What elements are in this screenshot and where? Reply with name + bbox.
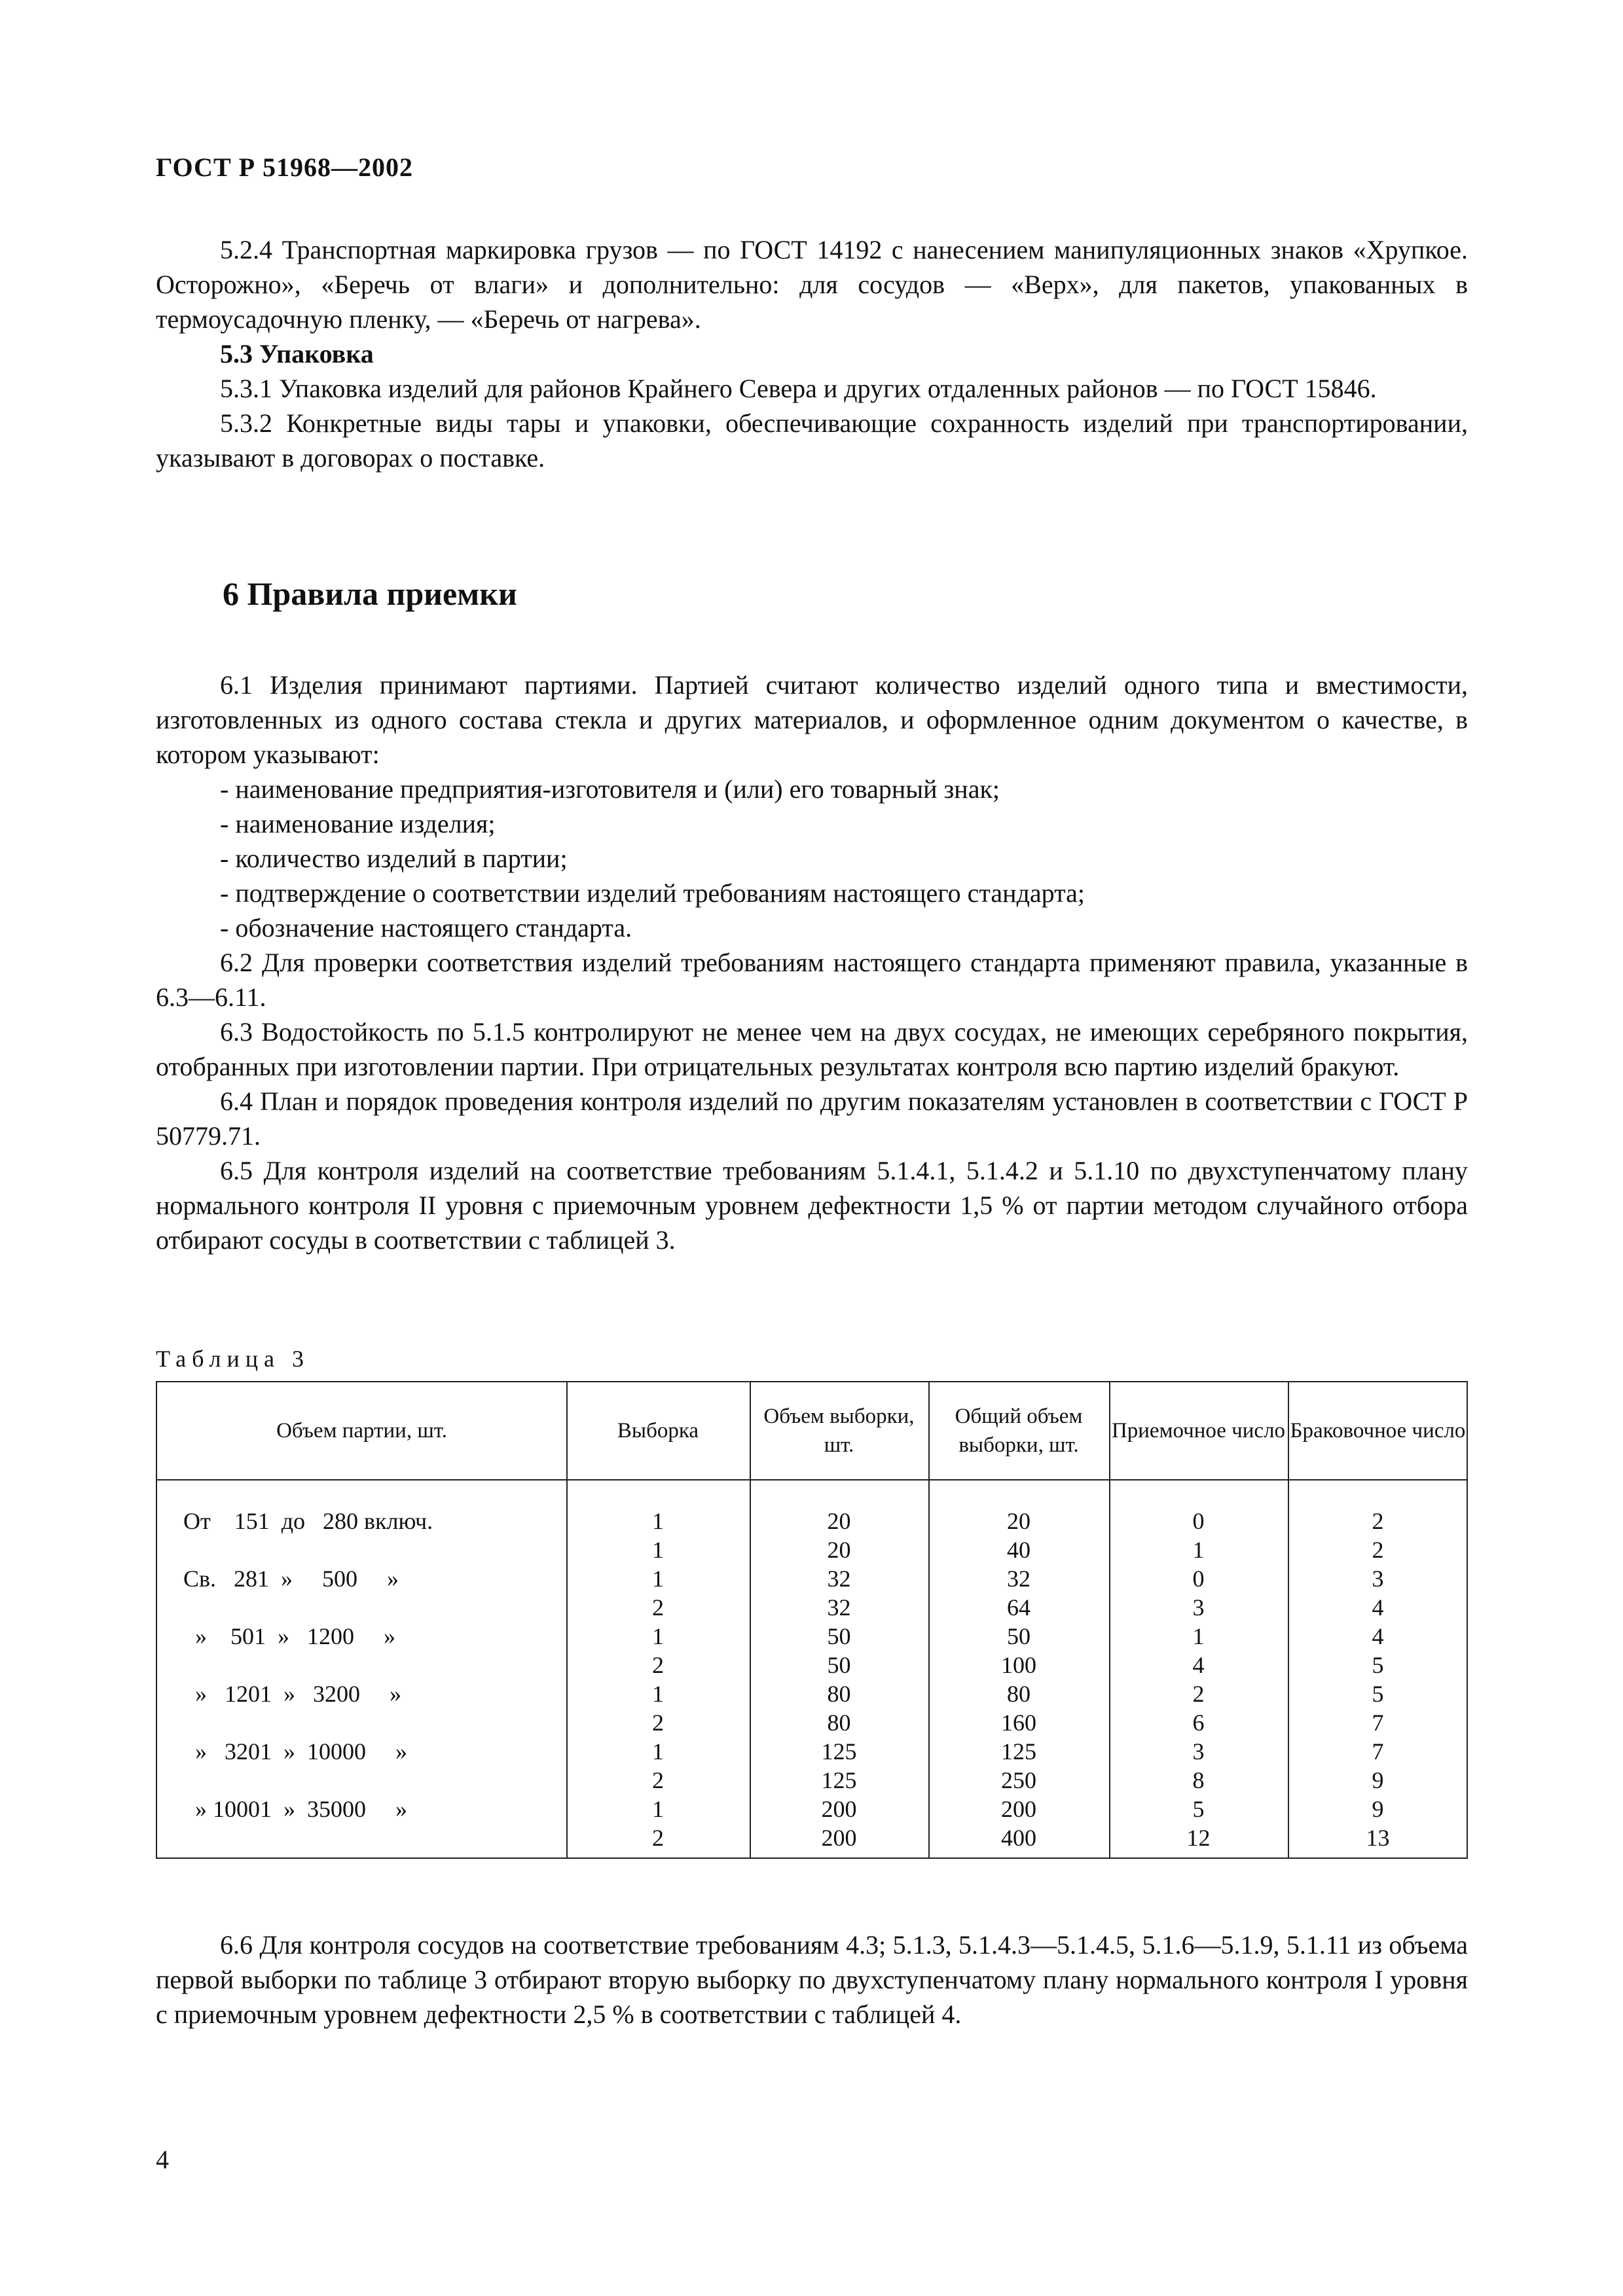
table-cell: 9 <box>1372 1767 1384 1793</box>
table-cell: 2 <box>1372 1508 1384 1534</box>
table-cell: 5 <box>1372 1681 1384 1707</box>
table-cell: 2 <box>652 1767 664 1793</box>
paragraph-6-3: 6.3 Водостойкость по 5.1.5 контролируют не менее чем на двух сосудах, не имеющих серебряного покрытия, отобранных при изготовлении партии. При отрицательных результатах контроля всю партию изделий бракуют. <box>156 1017 1468 1081</box>
table-cell: 40 <box>1007 1537 1030 1563</box>
total-sample-size-column <box>928 1507 1109 1852</box>
table-cell: 80 <box>827 1681 851 1707</box>
lot-size-column <box>183 1507 576 1852</box>
table-cell: 1 <box>652 1537 664 1563</box>
paragraph-6-6: 6.6 Для контроля сосудов на соответствие требованиям 4.3; 5.1.3, 5.1.4.3—5.1.4.5, 5.1.6—5.1.9, 5.1.11 из объема первой выборки по таблице 3 отбирают вторую выборку по двухступенчатому плану нормального контроля I уровня с приемочным уровнем дефектности 2,5 % в соответствии с таблицей 4. <box>156 1930 1468 2029</box>
table-cell: 400 <box>1001 1825 1036 1851</box>
bullet-item: - подтверждение о соответствии изделий требованиям настоящего стандарта; <box>220 878 1085 908</box>
table-cell: 1 <box>652 1796 664 1822</box>
table-cell: 125 <box>821 1738 857 1765</box>
page-header: ГОСТ Р 51968—2002 <box>156 152 414 182</box>
table-cell: 32 <box>1007 1566 1030 1592</box>
table-cell: 2 <box>652 1652 664 1678</box>
bullet-item: - количество изделий в партии; <box>220 844 568 873</box>
table-cell: 1 <box>652 1738 664 1765</box>
lot-range: Св. 281 » 500 » <box>183 1566 399 1592</box>
acceptance-number-column <box>1109 1507 1288 1852</box>
table-cell: 200 <box>1001 1796 1036 1822</box>
table-cell: 20 <box>1007 1508 1030 1534</box>
section-6-body <box>156 668 1468 1257</box>
table-cell: 5 <box>1372 1652 1384 1678</box>
table-cell: 100 <box>1001 1652 1036 1678</box>
table-cell: 3 <box>1192 1738 1205 1765</box>
table-cell: 20 <box>827 1508 851 1534</box>
table-cell: 1 <box>652 1508 664 1534</box>
paragraph-6-4: 6.4 План и порядок проведения контроля изделий по другим показателям установлен в соответствии с ГОСТ Р 50779.71. <box>156 1086 1468 1151</box>
table-caption: Таблица 3 <box>156 1346 310 1372</box>
bullet-item: - наименование изделия; <box>220 809 496 838</box>
sample-size-column <box>750 1507 928 1852</box>
sample-column <box>566 1507 750 1852</box>
table-cell: 4 <box>1372 1594 1384 1621</box>
table-cell: 32 <box>827 1594 851 1621</box>
subsection-heading-5-3: 5.3 Упаковка <box>220 339 374 368</box>
lot-range: » 501 » 1200 » <box>183 1623 395 1649</box>
lot-range: » 10001 » 35000 » <box>183 1796 407 1822</box>
header-acceptance-number: Приемочное число <box>1111 1419 1286 1443</box>
table-cell: 32 <box>827 1566 851 1592</box>
table-cell: 3 <box>1192 1594 1205 1621</box>
section-5-continued <box>156 232 1468 475</box>
table-cell: 2 <box>1192 1681 1205 1707</box>
table-cell: 8 <box>1192 1767 1205 1793</box>
table-cell: 2 <box>1372 1537 1384 1563</box>
table-cell: 6 <box>1192 1710 1205 1736</box>
table-cell: 5 <box>1192 1796 1205 1822</box>
table-cell: 1 <box>652 1681 664 1707</box>
section-6-continued <box>156 1928 1468 2032</box>
paragraph-5-3-2: 5.3.2 Конкретные виды тары и упаковки, обеспечивающие сохранность изделий при транспортировании, указывают в договорах о поставке. <box>156 408 1468 473</box>
table-cell: 64 <box>1007 1594 1030 1621</box>
lot-range: » 3201 » 10000 » <box>183 1738 407 1765</box>
header-sample: Выборка <box>617 1419 699 1443</box>
table-cell: 160 <box>1001 1710 1036 1736</box>
table-cell: 1 <box>652 1566 664 1592</box>
table-cell: 0 <box>1192 1566 1205 1592</box>
rejection-number-column <box>1288 1507 1468 1852</box>
table-cell: 50 <box>827 1623 851 1649</box>
bullet-item: - наименование предприятия-изготовителя и (или) его товарный знак; <box>220 774 1000 804</box>
table-cell: 4 <box>1372 1623 1384 1649</box>
header-total-sample-size: Общий объем выборки, шт. <box>955 1405 1083 1457</box>
paragraph-6-5: 6.5 Для контроля изделий на соответствие требованиям 5.1.4.1, 5.1.4.2 и 5.1.10 по двухступенчатому плану нормального контроля II уровня с приемочным уровнем дефектности 1,5 % от партии методом случайного отбора отбирают сосуды в соответствии с таблицей 3. <box>156 1156 1468 1255</box>
header-lot-size: Объем партии, шт. <box>276 1419 447 1443</box>
table-cell: 2 <box>652 1594 664 1621</box>
lot-range: » 1201 » 3200 » <box>183 1681 401 1707</box>
table-cell: 9 <box>1372 1796 1384 1822</box>
table-3 <box>156 1381 1468 1859</box>
lot-range: От 151 до 280 включ. <box>183 1508 433 1534</box>
table-cell: 13 <box>1366 1825 1390 1851</box>
table-cell: 0 <box>1192 1508 1205 1534</box>
paragraph-6-1: 6.1 Изделия принимают партиями. Партией считают количество изделий одного типа и вместимости, изготовленных из одного состава стекла и других материалов, и оформленное одним документом о качестве, в котором указывают: <box>156 670 1468 769</box>
table-cell: 1 <box>652 1623 664 1649</box>
table-cell: 125 <box>821 1767 857 1793</box>
paragraph-5-2-4: 5.2.4 Транспортная маркировка грузов — по ГОСТ 14192 с нанесением манипуляционных знаков «Хрупкое. Осторожно», «Беречь от влаги» и дополнительно: для сосудов — «Верх», для пакетов, упакованных в термоусадочную пленку, — «Беречь от нагрева». <box>156 235 1468 334</box>
paragraph-6-2: 6.2 Для проверки соответствия изделий требованиям настоящего стандарта применяют правила, указанные в 6.3—6.11. <box>156 948 1468 1012</box>
paragraph-5-3-1: 5.3.1 Упаковка изделий для районов Крайнего Севера и других отдаленных районов — по ГОСТ 15846. <box>220 374 1377 403</box>
table-cell: 2 <box>652 1710 664 1736</box>
header-divider <box>157 1479 1467 1480</box>
table-cell: 80 <box>827 1710 851 1736</box>
table-cell: 3 <box>1372 1566 1384 1592</box>
table-cell: 12 <box>1186 1825 1211 1851</box>
table-cell: 80 <box>1007 1681 1030 1707</box>
table-cell: 125 <box>1001 1738 1036 1765</box>
table-cell: 7 <box>1372 1738 1384 1765</box>
table-cell: 250 <box>1001 1767 1036 1793</box>
header-rejection-number: Браковочное число <box>1290 1419 1466 1443</box>
table-cell: 2 <box>652 1825 664 1851</box>
table-cell: 4 <box>1192 1652 1205 1678</box>
table-cell: 200 <box>821 1825 857 1851</box>
header-sample-size: Объем выборки, шт. <box>763 1405 915 1457</box>
table-cell: 1 <box>1192 1623 1205 1649</box>
page-number: 4 <box>156 2145 169 2174</box>
bullet-item: - обозначение настоящего стандарта. <box>220 913 632 942</box>
table-cell: 1 <box>1192 1537 1205 1563</box>
table-cell: 7 <box>1372 1710 1384 1736</box>
table-cell: 200 <box>821 1796 857 1822</box>
section-title: 6 Правила приемки <box>223 575 517 612</box>
table-cell: 50 <box>827 1652 851 1678</box>
table-cell: 50 <box>1007 1623 1030 1649</box>
table-cell: 20 <box>827 1537 851 1563</box>
